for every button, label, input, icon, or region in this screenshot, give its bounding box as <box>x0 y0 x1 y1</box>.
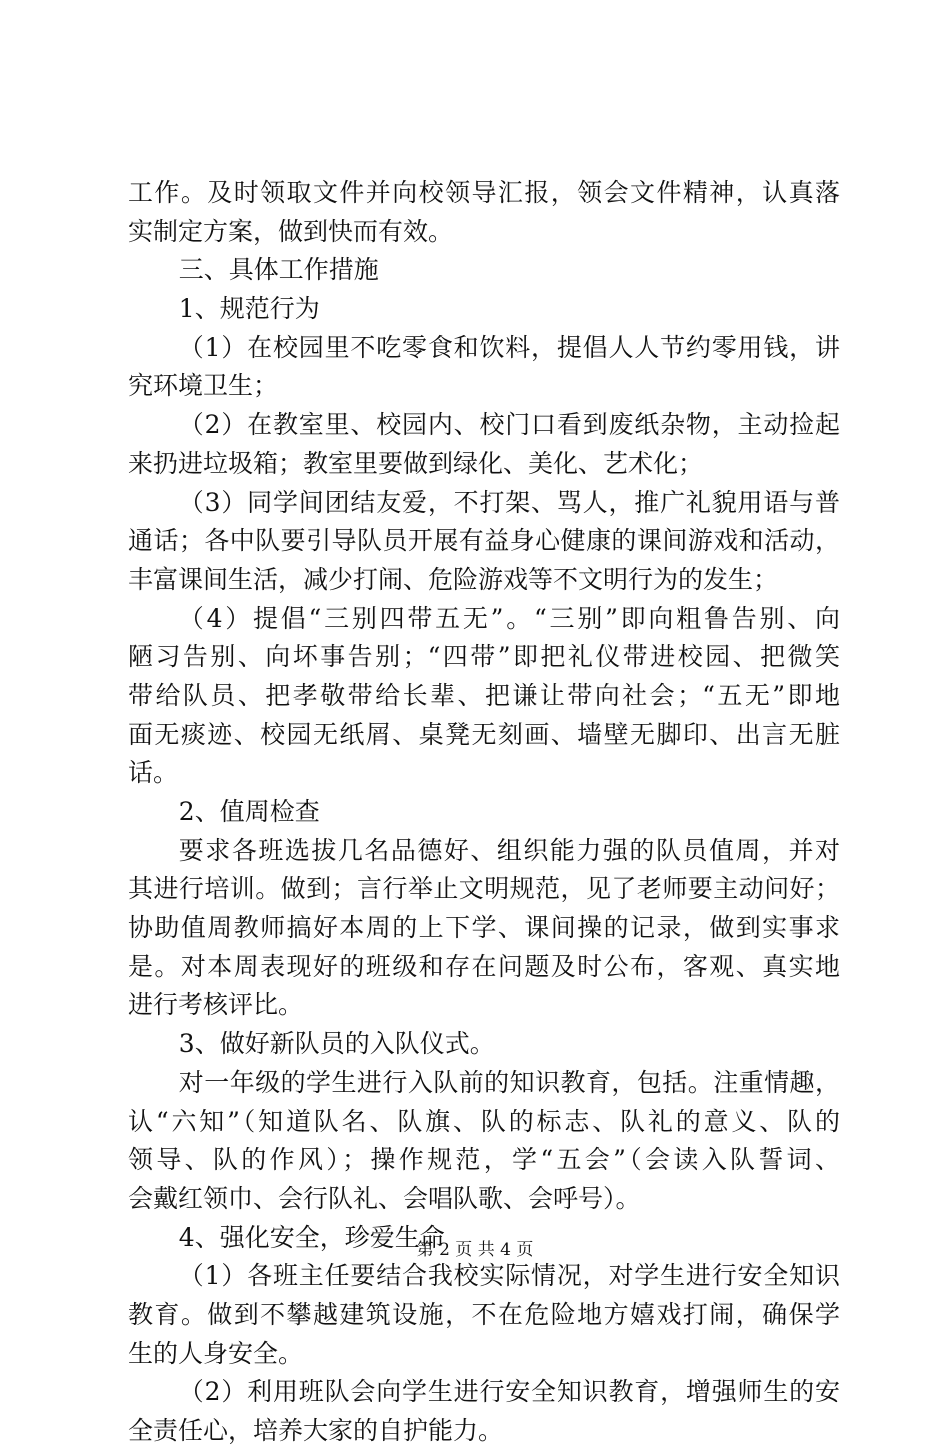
text-line: 领导、队的作风）；操作规范，学“五会”（会读入队誓词、 <box>128 1145 840 1175</box>
text-line: （2）在教室里、校园内、校门口看到废纸杂物，主动捡起 <box>178 410 840 440</box>
text-line: 生的人身安全。 <box>128 1338 304 1368</box>
text-line: 工作。及时领取文件并向校领导汇报，领会文件精神，认真落 <box>128 178 840 207</box>
text-line: （2）利用班队会向学生进行安全知识教育，增强师生的安 <box>178 1377 840 1407</box>
text-line: 会戴红领巾、会行队礼、会唱队歌、会呼号）。 <box>128 1183 641 1213</box>
text-line: 进行考核评比。 <box>128 990 304 1020</box>
text-line: （3）同学间团结友爱，不打架、骂人，推广礼貌用语与普 <box>178 487 840 517</box>
text-line: 三、具体工作措施 <box>178 255 379 285</box>
text-line: 实制定方案，做到快而有效。 <box>128 216 454 246</box>
text-line: 全责任心，培养大家的自护能力。 <box>128 1416 504 1445</box>
text-line: 带给队员、把孝敬带给长辈、把谦让带向社会；“五无”即地 <box>128 680 840 710</box>
text-line: （4）提倡“三别四带五无”。“三别”即向粗鲁告别、向 <box>178 603 840 633</box>
text-line: 3、做好新队员的入队仪式。 <box>178 1029 495 1059</box>
text-line: 来扔进垃圾箱；教室里要做到绿化、美化、艺术化； <box>128 448 704 478</box>
text-line: 通话；各中队要引导队员开展有益身心健康的课间游戏和活动， <box>128 526 840 556</box>
text-line: 是。对本周表现好的班级和存在问题及时公布，客观、真实地 <box>128 951 840 981</box>
text-line: 陋习告别、向坏事告别；“四带”即把礼仪带进校园、把微笑 <box>128 642 840 672</box>
page-footer: 第 2 页 共 4 页 <box>416 1240 534 1260</box>
text-line: 4、强化安全，珍爱生命 <box>178 1222 445 1252</box>
text-line: （1）在校园里不吃零食和饮料，提倡人人节约零用钱，讲 <box>178 332 840 362</box>
text-line: 协助值周教师搞好本周的上下学、课间操的记录，做到实事求 <box>128 913 840 943</box>
text-line: 要求各班选拔几名品德好、组织能力强的队员值周，并对 <box>178 835 840 865</box>
text-line: 丰富课间生活，减少打闹、危险游戏等不文明行为的发生； <box>128 564 779 594</box>
text-line: 1、规范行为 <box>178 294 320 324</box>
text-line: 话。 <box>128 758 179 788</box>
text-line: 认“六知”（知道队名、队旗、队的标志、队礼的意义、队的 <box>128 1106 840 1136</box>
text-line: 其进行培训。做到；言行举止文明规范，见了老师要主动问好； <box>128 874 840 904</box>
text-line: 面无痰迹、校园无纸屑、桌凳无刻画、墙壁无脚印、出言无脏 <box>128 719 840 749</box>
text-line: 2、值周检查 <box>178 797 320 826</box>
text-line: 教育。做到不攀越建筑设施，不在危险地方嬉戏打闹，确保学 <box>128 1299 840 1329</box>
text-line: 对一年级的学生进行入队前的知识教育，包括。注重情趣， <box>178 1067 840 1097</box>
text-line: 究环境卫生； <box>128 371 279 401</box>
text-line: （1）各班主任要结合我校实际情况，对学生进行安全知识 <box>178 1261 840 1291</box>
